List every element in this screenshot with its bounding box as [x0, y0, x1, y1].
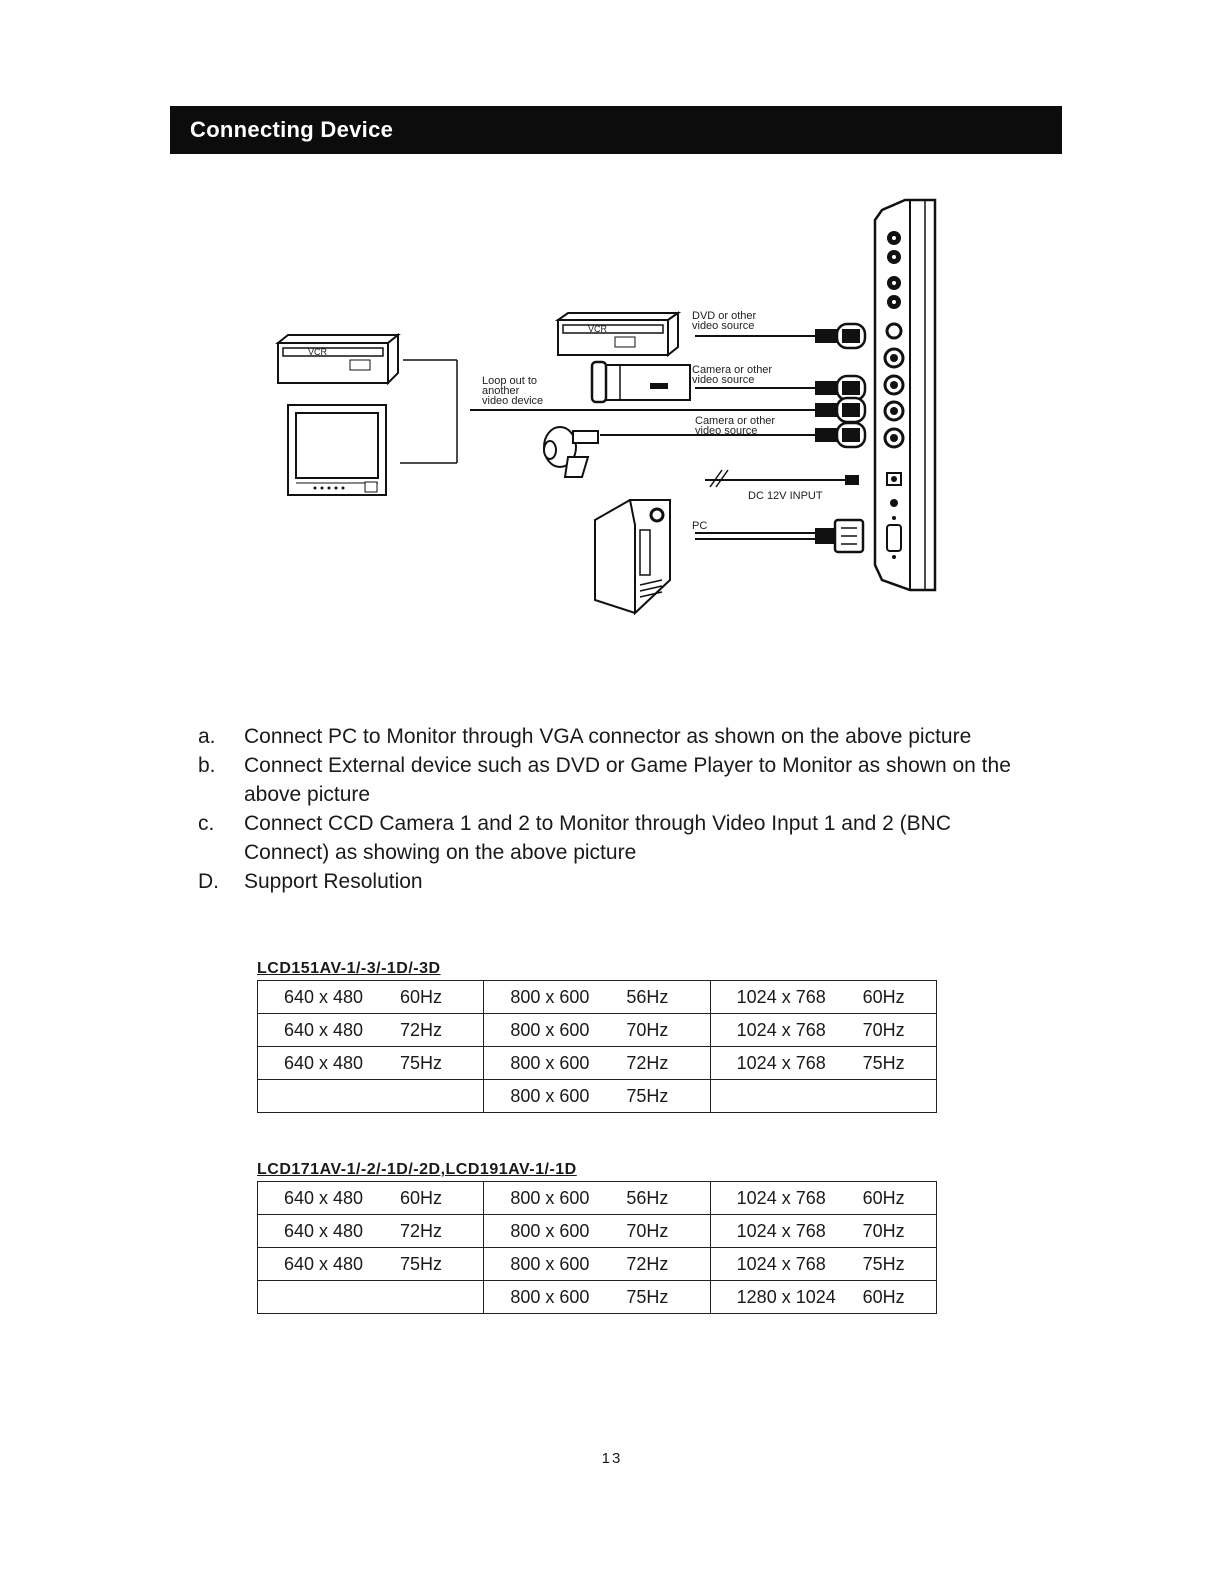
section-title: Connecting Device — [190, 117, 394, 142]
table-cell: 1024 x 768 75Hz — [710, 1248, 936, 1281]
instruction-letter: b. — [198, 754, 216, 777]
vcr-label: VCR — [308, 347, 328, 357]
table-cell: 800 x 600 75Hz — [484, 1281, 710, 1314]
instruction-letter: c. — [198, 812, 215, 835]
label-camera1-line1: Camera or other — [692, 364, 773, 376]
table-cell: 800 x 600 72Hz — [484, 1248, 710, 1281]
table-cell: 640 x 480 60Hz — [258, 981, 484, 1014]
instruction-text: Connect External device such as DVD or Game Player to Monitor as shown on the above picture — [244, 754, 1011, 806]
label-loop-out-line2: another — [482, 385, 520, 397]
monitor-panel — [875, 200, 935, 590]
crt-monitor-icon — [288, 405, 386, 495]
table-cell: 1280 x 1024 60Hz — [710, 1281, 936, 1314]
instruction-item — [198, 809, 1038, 867]
label-dvd-line1: DVD or other — [692, 310, 757, 322]
table-cell — [258, 1080, 484, 1113]
pc-tower-icon — [595, 500, 670, 613]
vcr-icon — [278, 335, 398, 383]
label-camera1-line2: video source — [692, 374, 755, 386]
instruction-item — [198, 867, 1038, 896]
table-row — [258, 1182, 937, 1215]
table-row — [258, 1281, 937, 1314]
instruction-letter: a. — [198, 725, 216, 748]
table-cell — [258, 1281, 484, 1314]
loop-out-bracket — [400, 360, 457, 463]
table-cell — [710, 1080, 936, 1113]
resolution-table-title: LCD151AV-1/-3/-1D/-3D — [257, 960, 441, 977]
table-row — [258, 1080, 937, 1113]
instruction-item — [198, 722, 1038, 751]
instruction-text: Connect PC to Monitor through VGA connector as shown on the above picture — [244, 725, 972, 748]
dvd-vcr-label: VCR — [588, 324, 608, 334]
dome-camera-icon — [544, 427, 598, 477]
instruction-list — [198, 722, 1038, 896]
box-camera-icon — [592, 362, 690, 402]
page-number: 13 — [601, 1450, 623, 1467]
instruction-text: Connect CCD Camera 1 and 2 to Monitor through Video Input 1 and 2 (BNC Connect) as showing on the above picture — [244, 812, 952, 864]
table-row — [258, 1014, 937, 1047]
table-row — [258, 1215, 937, 1248]
table-cell: 800 x 600 70Hz — [484, 1014, 710, 1047]
table-cell: 640 x 480 60Hz — [258, 1182, 484, 1215]
table-cell: 640 x 480 72Hz — [258, 1215, 484, 1248]
table-cell: 1024 x 768 70Hz — [710, 1215, 936, 1248]
table-cell: 800 x 600 56Hz — [484, 1182, 710, 1215]
table-cell: 800 x 600 75Hz — [484, 1080, 710, 1113]
table-cell: 800 x 600 56Hz — [484, 981, 710, 1014]
table-cell: 800 x 600 72Hz — [484, 1047, 710, 1080]
label-loop-out-line3: video device — [482, 395, 544, 407]
instruction-text: Support Resolution — [244, 870, 423, 893]
table-cell: 1024 x 768 60Hz — [710, 981, 936, 1014]
instruction-item — [198, 751, 1038, 809]
label-dvd-line2: video source — [692, 320, 755, 332]
resolution-table-title: LCD171AV-1/-2/-1D/-2D,LCD191AV-1/-1D — [257, 1161, 577, 1178]
label-camera2-line1: Camera or other — [695, 415, 776, 427]
resolution-table — [257, 980, 937, 1113]
instruction-letter: D. — [198, 870, 219, 893]
resolution-table-block — [257, 1161, 937, 1314]
resolution-table-block — [257, 960, 937, 1113]
vga-port — [887, 525, 901, 551]
table-cell: 1024 x 768 60Hz — [710, 1182, 936, 1215]
table-cell: 1024 x 768 70Hz — [710, 1014, 936, 1047]
table-cell: 1024 x 768 75Hz — [710, 1047, 936, 1080]
resolution-table — [257, 1181, 937, 1314]
table-cell: 800 x 600 70Hz — [484, 1215, 710, 1248]
section-header-bar — [170, 106, 1062, 154]
connection-diagram — [270, 195, 950, 625]
table-row — [258, 1248, 937, 1281]
label-dc-input: DC 12V INPUT — [748, 490, 823, 502]
table-cell: 640 x 480 72Hz — [258, 1014, 484, 1047]
table-row — [258, 981, 937, 1014]
table-cell: 640 x 480 75Hz — [258, 1248, 484, 1281]
table-cell: 640 x 480 75Hz — [258, 1047, 484, 1080]
label-loop-out-line1: Loop out to — [482, 375, 538, 387]
dvd-player-icon — [558, 313, 678, 355]
table-row — [258, 1047, 937, 1080]
label-camera2-line2: video source — [695, 425, 758, 437]
label-pc: PC — [692, 520, 708, 532]
